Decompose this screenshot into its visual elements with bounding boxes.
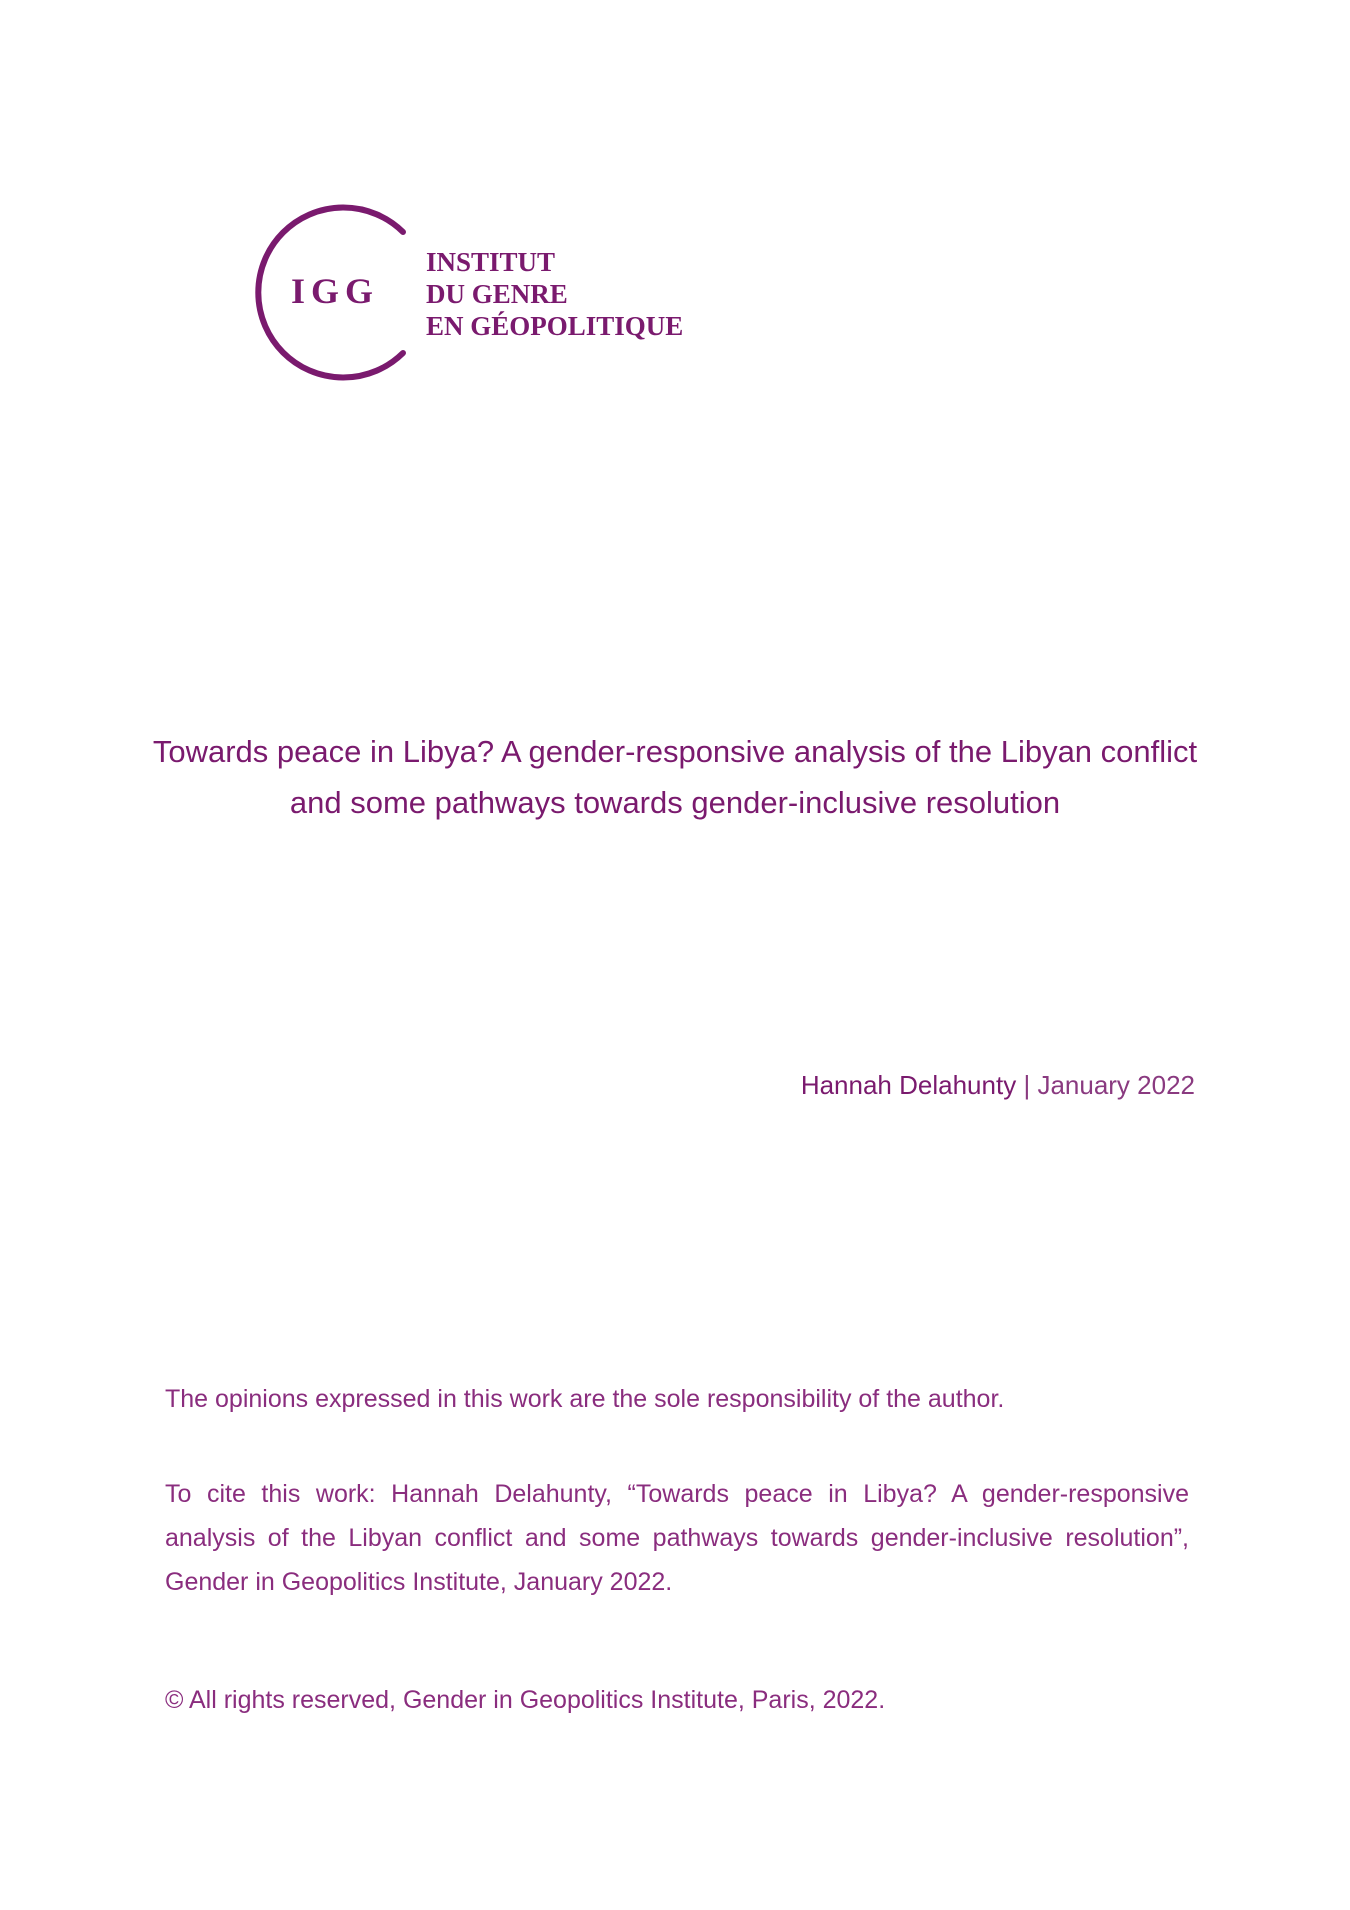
citation-text: To cite this work: Hannah Delahunty, “Towards peace in Libya? A gender-responsive analysis of the Libyan conflict and some pathways towards gender-inclusive resolution”, Gender in Geopolitics Institute, January 2022. [165, 1480, 1189, 1596]
copyright-notice: © All rights reserved, Gender in Geopolitics Institute, Paris, 2022. [165, 1686, 886, 1714]
logo-institute-name [426, 246, 683, 342]
logo-initials: IGG [291, 271, 380, 311]
logo-name-line-3: EN GÉOPOLITIQUE [426, 311, 684, 341]
document-title: Towards peace in Libya? A gender-responsive analysis of the Libyan conflict and some pathways towards gender-inclusive resolution [152, 734, 1198, 820]
logo-name-line-1: INSTITUT [426, 247, 556, 277]
author-name: Hannah Delahunty [800, 1070, 1017, 1100]
disclaimer-text: The opinions expressed in this work are the sole responsibility of the author. [165, 1385, 1005, 1413]
publication-date: January 2022 [1037, 1070, 1195, 1100]
byline-separator: | [1023, 1070, 1031, 1100]
logo-name-line-2: DU GENRE [426, 279, 568, 309]
byline [801, 1068, 1195, 1102]
institute-logo [243, 200, 703, 385]
